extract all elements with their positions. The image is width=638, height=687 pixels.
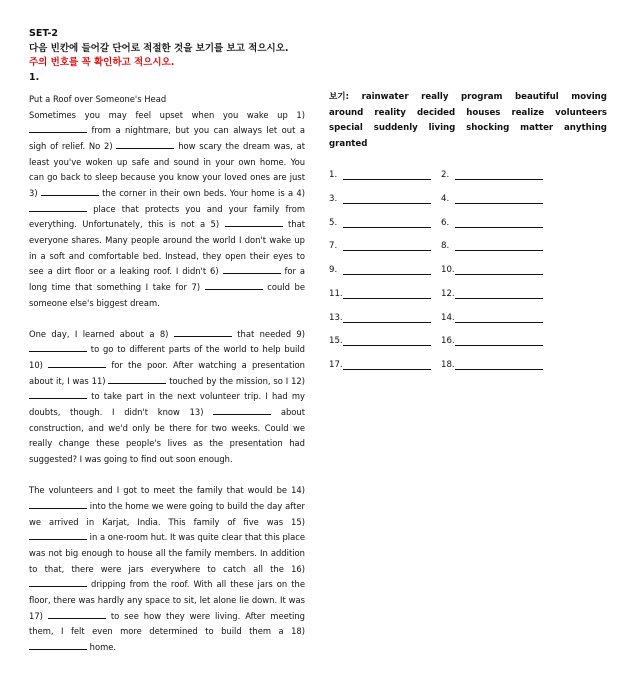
answer-line[interactable] xyxy=(343,170,431,180)
passage-body xyxy=(29,108,305,656)
answer-line[interactable] xyxy=(343,218,431,228)
answer-cell xyxy=(329,336,441,346)
answer-label: 11. xyxy=(329,288,343,299)
blank-15 xyxy=(29,530,87,540)
blank-8 xyxy=(174,327,232,337)
word-bank-row xyxy=(329,106,607,122)
answer-label: 4. xyxy=(441,193,450,204)
instruction-text: 다음 빈칸에 들어갈 단어로 적절한 것을 보기를 보고 적으시오. xyxy=(29,42,289,54)
blank-2 xyxy=(116,139,174,149)
answer-line[interactable] xyxy=(343,289,431,299)
blank-18 xyxy=(29,640,87,650)
blank-11 xyxy=(108,374,166,384)
answer-label: 6. xyxy=(441,217,450,228)
question-number: 1. xyxy=(29,71,40,83)
answer-label: 1. xyxy=(329,170,338,180)
blank-12 xyxy=(29,389,87,399)
answer-cell xyxy=(329,218,441,228)
answer-cell xyxy=(441,289,553,299)
passage-paragraph: The volunteers and I got to meet the family that would be 14) into the home we were going to build the day after we arrived in Karjat, India. This family of five was 15) in a one-room hut. It was quite clear that this place was not big enough to house all the family members. In addition to that, there were jars everywhere to catch all the 16) dripping from the roof. With all these jars on the floor, there was hardly any space to sit, let alone lie down. It was 17) to see how they were living. After meeting them, I felt even more determined to build them a 18) home. xyxy=(29,485,305,652)
answer-line[interactable] xyxy=(455,218,543,228)
set-title: SET-2 xyxy=(29,28,58,39)
word-bank-word: living xyxy=(428,123,456,133)
blank-17 xyxy=(48,609,106,619)
answer-label: 13. xyxy=(329,312,343,323)
answer-row xyxy=(329,313,569,337)
answer-cell xyxy=(329,313,441,323)
answer-cell xyxy=(441,360,553,370)
blank-13 xyxy=(213,405,271,415)
answer-line[interactable] xyxy=(455,336,543,346)
word-bank-row xyxy=(329,137,607,153)
word-bank-word: shocking xyxy=(466,123,510,133)
blank-1 xyxy=(29,123,87,133)
passage-paragraph: One day, I learned about a 8) that needed 9) to go to different parts of the world to help build 10) for the poor. After watching a presentation about it, I was 11) touched by the mission, so I 12) to take part in the next volunteer trip. I had my doubts, though. I didn't know 13) about construction, and we'd only be there for two weeks. Could we really change these people's lives as the presentation had suggested? I was going to find out soon enough. xyxy=(29,328,306,465)
answer-row xyxy=(329,360,569,384)
answer-line[interactable] xyxy=(455,360,543,370)
reading-passage xyxy=(29,92,305,656)
answer-label: 8. xyxy=(441,241,450,252)
blank-3 xyxy=(41,186,99,196)
answer-row xyxy=(329,170,569,194)
answer-line[interactable] xyxy=(455,241,543,251)
word-bank-word: around xyxy=(329,107,364,118)
word-bank-rows xyxy=(329,90,607,152)
answer-line[interactable] xyxy=(455,170,543,180)
word-bank xyxy=(329,90,607,152)
word-bank-row xyxy=(329,121,607,137)
answer-cell xyxy=(441,170,553,180)
answer-cell xyxy=(329,170,441,180)
answer-label: 5. xyxy=(329,217,338,228)
word-bank-word: anything xyxy=(564,123,607,133)
word-bank-word: granted xyxy=(329,138,368,149)
answer-label: 16. xyxy=(441,336,455,347)
blank-10 xyxy=(48,358,106,368)
answer-label: 9. xyxy=(329,265,338,275)
answer-cell xyxy=(441,194,553,204)
blank-7 xyxy=(205,280,263,290)
blank-4 xyxy=(29,202,87,212)
answer-line[interactable] xyxy=(455,265,543,275)
answer-cell xyxy=(329,289,441,299)
answer-row xyxy=(329,218,569,242)
passage-title: Put a Roof over Someone's Head xyxy=(29,94,167,104)
answer-row xyxy=(329,194,569,218)
word-bank-word: special xyxy=(329,123,363,133)
blank-6 xyxy=(223,264,281,274)
worksheet-header xyxy=(29,27,619,85)
word-bank-word: program xyxy=(461,92,503,102)
answer-line[interactable] xyxy=(343,313,431,323)
word-bank-word: volunteers xyxy=(555,107,607,118)
answer-cell xyxy=(441,241,553,251)
blank-16 xyxy=(29,577,87,587)
word-bank-row xyxy=(329,90,607,106)
word-bank-word: realize xyxy=(511,107,545,118)
word-bank-word: beautiful xyxy=(514,92,559,102)
answer-line[interactable] xyxy=(343,194,431,204)
answer-label: 18. xyxy=(441,360,455,370)
answer-cell xyxy=(441,336,553,346)
answer-cell xyxy=(441,218,553,228)
answer-label: 2. xyxy=(441,170,450,180)
answer-label: 3. xyxy=(329,193,338,204)
answer-label: 12. xyxy=(441,288,455,299)
word-bank-word: houses xyxy=(466,107,501,118)
answer-line[interactable] xyxy=(343,241,431,251)
answer-row xyxy=(329,265,569,289)
blank-9 xyxy=(29,342,87,352)
word-bank-word: really xyxy=(421,92,449,102)
blank-5 xyxy=(225,217,283,227)
answer-line[interactable] xyxy=(343,360,431,370)
answer-cell xyxy=(441,265,553,275)
answer-grid xyxy=(329,170,569,384)
answer-label: 17. xyxy=(329,360,343,370)
answer-row xyxy=(329,241,569,265)
word-bank-word: suddenly xyxy=(373,123,418,133)
answer-line[interactable] xyxy=(455,289,543,299)
passage-paragraph: Sometimes you may feel upset when you wake up 1) from a nightmare, but you can always let out a sigh of relief. No 2) how scary the dream was, at least you've woken up safe and sound in your own home. You can go back to sleep because you know your loved ones are just 3) the corner in their own beds. Your home is a 4) place that protects you and your family from everything. Unfortunately, this is not a 5) that everyone shares. Many people around the world I don't wake up in a soft and comfortable bed. Instead, they open their eyes to see a dirt floor or a leaking roof. I didn't 6) for a long time that something I take for 7) could be someone else's biggest dream. xyxy=(29,109,305,308)
answer-line[interactable] xyxy=(455,313,543,323)
answer-line[interactable] xyxy=(343,336,431,346)
answer-label: 7. xyxy=(329,241,338,252)
word-bank-word: reality xyxy=(374,107,406,118)
word-bank-label: 보기: xyxy=(329,92,350,102)
word-bank-word: matter xyxy=(520,123,554,133)
answer-label: 10. xyxy=(441,265,455,275)
answer-label: 14. xyxy=(441,312,455,323)
word-bank-word: rainwater xyxy=(361,92,409,102)
word-bank-word: moving xyxy=(571,92,607,102)
answer-line[interactable] xyxy=(343,265,431,275)
answer-row xyxy=(329,289,569,313)
answer-cell xyxy=(329,194,441,204)
warning-text: 주의 번호를 꼭 확인하고 적으시오. xyxy=(29,57,175,68)
blank-14 xyxy=(29,499,87,509)
answer-cell xyxy=(329,241,441,251)
word-bank-word: decided xyxy=(416,107,456,118)
answer-cell xyxy=(329,265,441,275)
answer-cell xyxy=(441,313,553,323)
answer-cell xyxy=(329,360,441,370)
answer-line[interactable] xyxy=(455,194,543,204)
answer-label: 15. xyxy=(329,336,343,347)
answer-row xyxy=(329,336,569,360)
